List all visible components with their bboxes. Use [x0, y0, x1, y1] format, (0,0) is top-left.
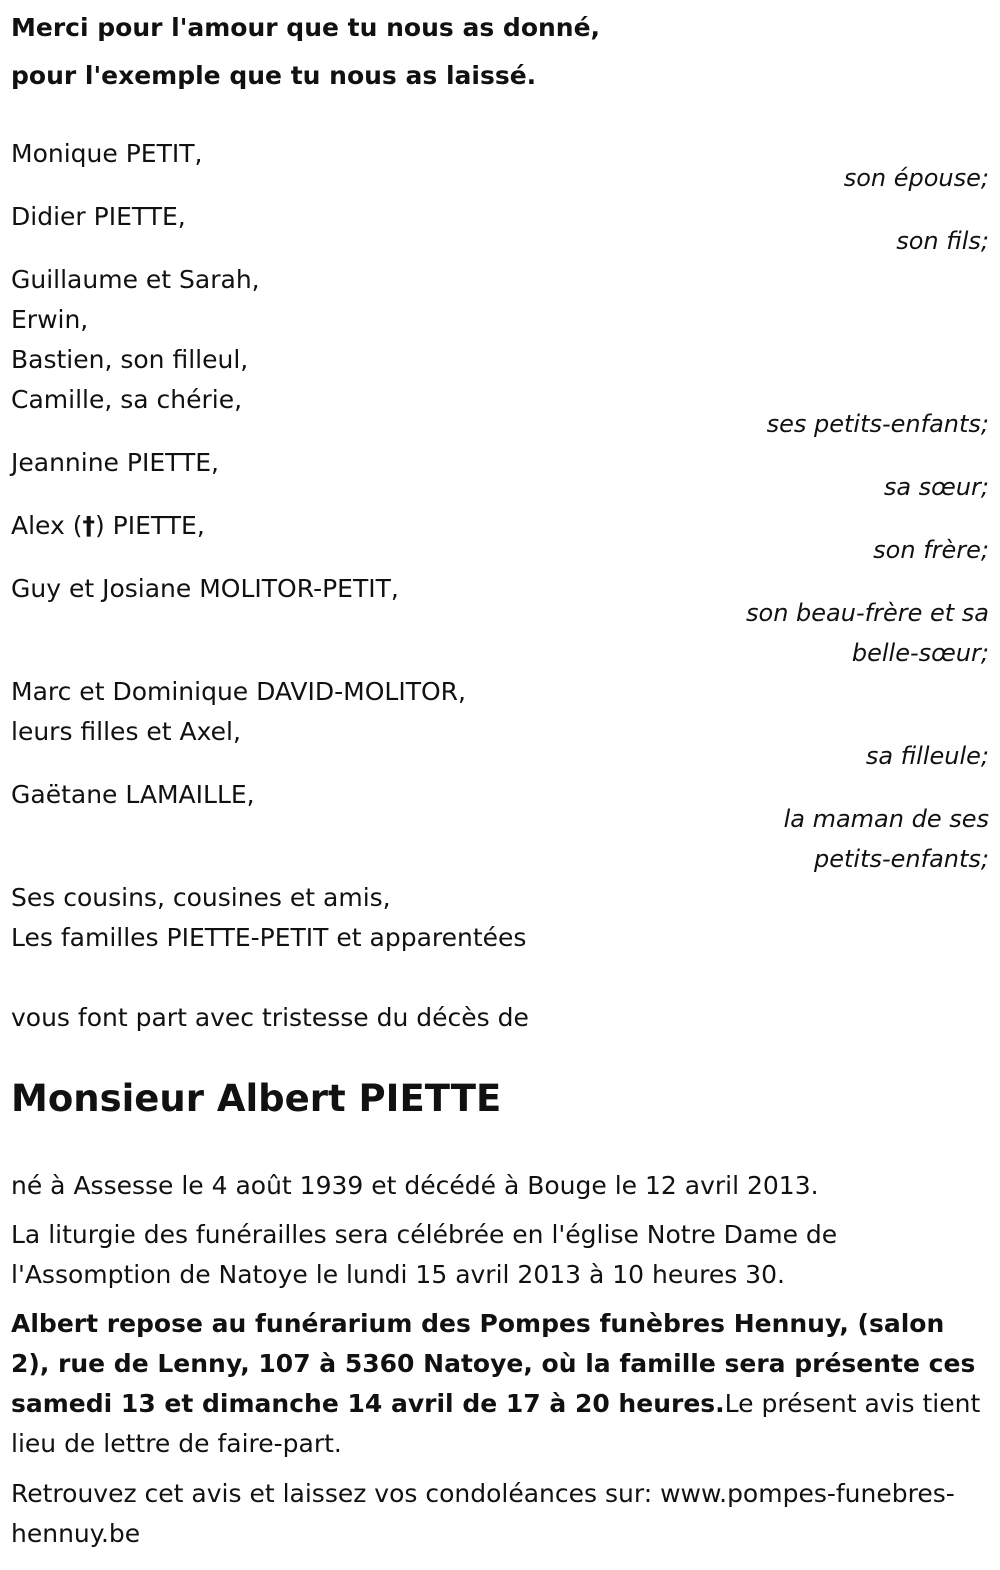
alex-first: Alex (	[11, 511, 83, 540]
alex-last: ) PIETTE,	[94, 511, 205, 540]
relation-son: son fils;	[896, 227, 989, 255]
repose-bold-text: Albert repose au funérarium des Pompes funèbres Hennuy, (salon 2), rue de Lenny, 107 à 5360 Natoye, où la famille sera présente ces samedi 13 et dimanche 14 avril de 17 à 20 heures.	[11, 1309, 976, 1418]
birth-death-line: né à Assesse le 4 août 1939 et décédé à Bouge le 12 avril 2013.	[11, 1171, 819, 1200]
relation-brother: son frère;	[873, 536, 989, 564]
grandchild-1: Guillaume et Sarah,	[11, 265, 260, 294]
liturgy-paragraph: La liturgie des funérailles sera célébrée en l'église Notre Dame de l'Assomption de Natoye le lundi 15 avril 2013 à 10 heures 30.	[11, 1220, 838, 1289]
family-member-alex	[11, 506, 205, 546]
relation-goddaughter: sa filleule;	[865, 742, 989, 770]
relation-spouse: son épouse;	[843, 164, 989, 192]
grandchild-3: Bastien, son filleul,	[11, 345, 249, 374]
condolences-paragraph: Retrouvez cet avis et laissez vos condoléances sur: www.pompes-funebres-hennuy.be	[11, 1479, 955, 1548]
relation-mother-line-1: la maman de ses	[783, 805, 989, 833]
cousins-line: Ses cousins, cousines et amis,	[11, 883, 391, 912]
relation-sister: sa sœur;	[883, 473, 989, 501]
relation-in-laws-line-2: belle-sœur;	[851, 639, 989, 667]
relation-in-laws-line-1: son beau-frère et sa	[746, 599, 989, 627]
family-member-guy: Guy et Josiane MOLITOR-PETIT,	[11, 574, 399, 603]
grandchild-2: Erwin,	[11, 305, 89, 334]
intro-line-1: Merci pour l'amour que tu nous as donné,	[11, 13, 601, 42]
family-member-marc: Marc et Dominique DAVID-MOLITOR,	[11, 677, 466, 706]
family-member-gaetane: Gaëtane LAMAILLE,	[11, 780, 255, 809]
grandchild-4: Camille, sa chérie,	[11, 385, 243, 414]
repose-normal-text: Le présent avis tient lieu de lettre de faire-part.	[11, 1389, 981, 1458]
repose-paragraph	[11, 1304, 981, 1464]
family-member-monique: Monique PETIT,	[11, 139, 203, 168]
family-member-jeannine: Jeannine PIETTE,	[11, 448, 219, 477]
families-line: Les familles PIETTE-PETIT et apparentées	[11, 923, 527, 952]
relation-mother-line-2: petits-enfants;	[814, 845, 989, 873]
family-member-marc-line-2: leurs filles et Axel,	[11, 717, 241, 746]
relation-grandchildren: ses petits-enfants;	[766, 410, 989, 438]
cross-icon: †	[82, 511, 95, 540]
deceased-name: Monsieur Albert PIETTE	[11, 1077, 502, 1120]
intro-line-2: pour l'exemple que tu nous as laissé.	[11, 61, 537, 90]
family-member-didier: Didier PIETTE,	[11, 202, 186, 231]
announcement-line: vous font part avec tristesse du décès de	[11, 1003, 529, 1032]
